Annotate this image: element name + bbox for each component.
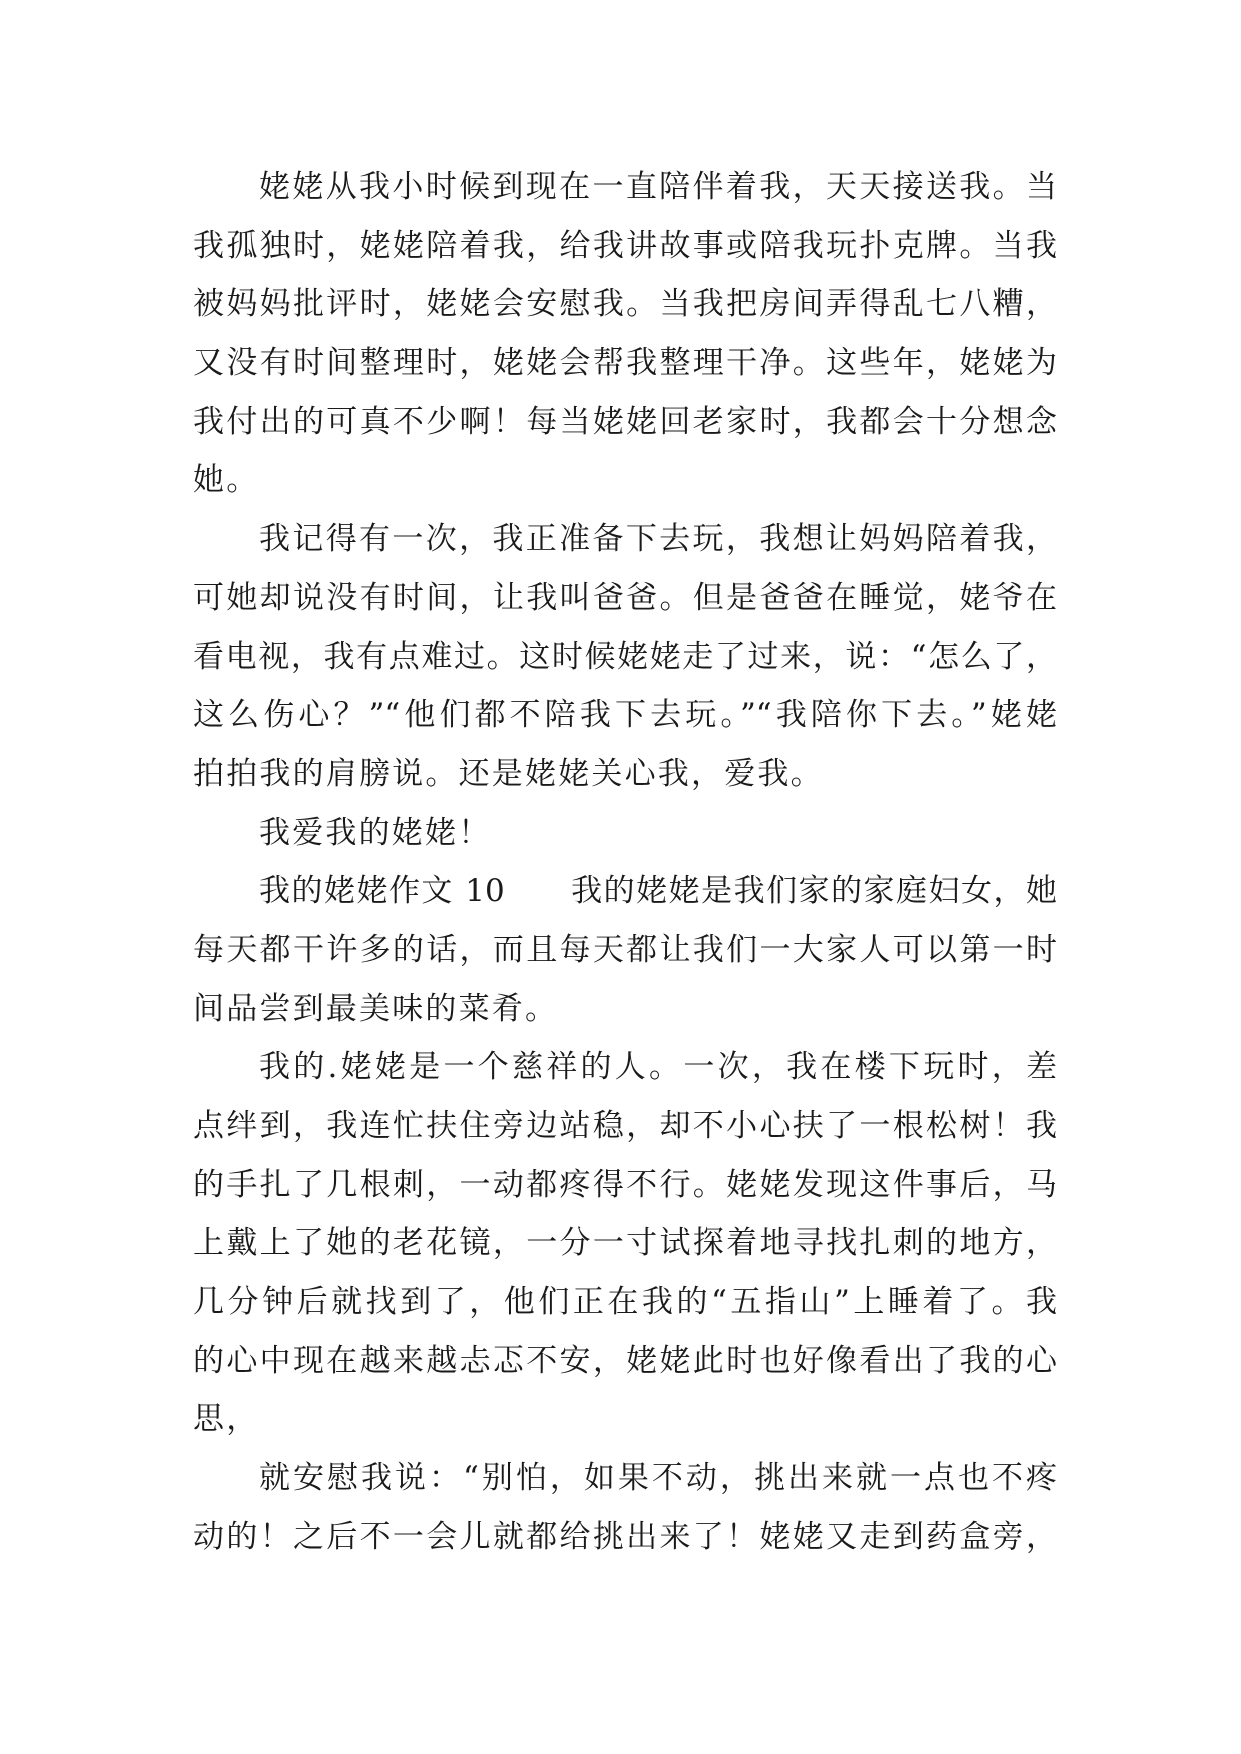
text-line: 这么伤心？”“他们都不陪我下去玩。”“我陪你下去。”姥姥 xyxy=(193,697,1057,734)
text-line: 姥姥从我小时候到现在一直陪伴着我，天天接送我。当 xyxy=(259,169,1057,205)
text-line: 间品尝到最美味的菜肴。 xyxy=(193,990,559,1027)
text-line: 拍拍我的肩膀说。还是姥姥关心我，爱我。 xyxy=(193,755,824,792)
text-line: 我记得有一次，我正准备下去玩，我想让妈妈陪着我， xyxy=(259,521,1057,558)
text-line: 可她却说没有时间，让我叫爸爸。但是爸爸在睡觉，姥爷在 xyxy=(193,579,1057,616)
text-line: 看电视，我有点难过。这时候姥姥走了过来，说：“怎么了， xyxy=(193,638,1057,675)
paragraph-4 xyxy=(193,862,1057,1038)
text-line: 被妈妈批评时，姥姥会安慰我。当我把房间弄得乱七八糟， xyxy=(193,286,1057,323)
text-line: 就安慰我说：“别怕，如果不动，挑出来就一点也不疼 xyxy=(259,1460,1057,1497)
paragraph-6 xyxy=(193,1449,1057,1566)
text-line: 我的.姥姥是一个慈祥的人。一次，我在楼下玩时，差 xyxy=(259,1049,1057,1086)
paragraph-5 xyxy=(193,1038,1057,1449)
text-line: 几分钟后就找到了，他们正在我的“五指山”上睡着了。我 xyxy=(193,1284,1057,1321)
text-line: 我爱我的姥姥！ xyxy=(259,814,492,851)
text-line: 我孤独时，姥姥陪着我，给我讲故事或陪我玩扑克牌。当我 xyxy=(193,227,1057,264)
text-line: 我的姥姥作文 10 我的姥姥是我们家的家庭妇女，她 xyxy=(259,873,1057,910)
text-line: 每天都干许多的话，而且每天都让我们一大家人可以第一时 xyxy=(193,931,1057,968)
paragraph-2 xyxy=(193,510,1057,803)
document-body xyxy=(193,158,1057,1567)
text-line: 我付出的可真不少啊！每当姥姥回老家时，我都会十分想念 xyxy=(193,403,1057,440)
text-line: 思， xyxy=(193,1401,260,1438)
text-line: 她。 xyxy=(193,462,260,499)
text-line: 的手扎了几根刺，一动都疼得不行。姥姥发现这件事后，马 xyxy=(193,1166,1057,1203)
paragraph-3 xyxy=(193,804,1057,863)
text-line: 点绊到，我连忙扶住旁边站稳，却不小心扶了一根松树！我 xyxy=(193,1108,1057,1144)
text-line: 上戴上了她的老花镜，一分一寸试探着地寻找扎刺的地方， xyxy=(193,1225,1057,1262)
text-line: 动的！之后不一会儿就都给挑出来了！姥姥又走到药盒旁， xyxy=(193,1518,1057,1555)
text-line: 的心中现在越来越忐忑不安，姥姥此时也好像看出了我的心 xyxy=(193,1342,1057,1379)
paragraph-1 xyxy=(193,158,1057,510)
text-line: 又没有时间整理时，姥姥会帮我整理干净。这些年，姥姥为 xyxy=(193,345,1057,382)
